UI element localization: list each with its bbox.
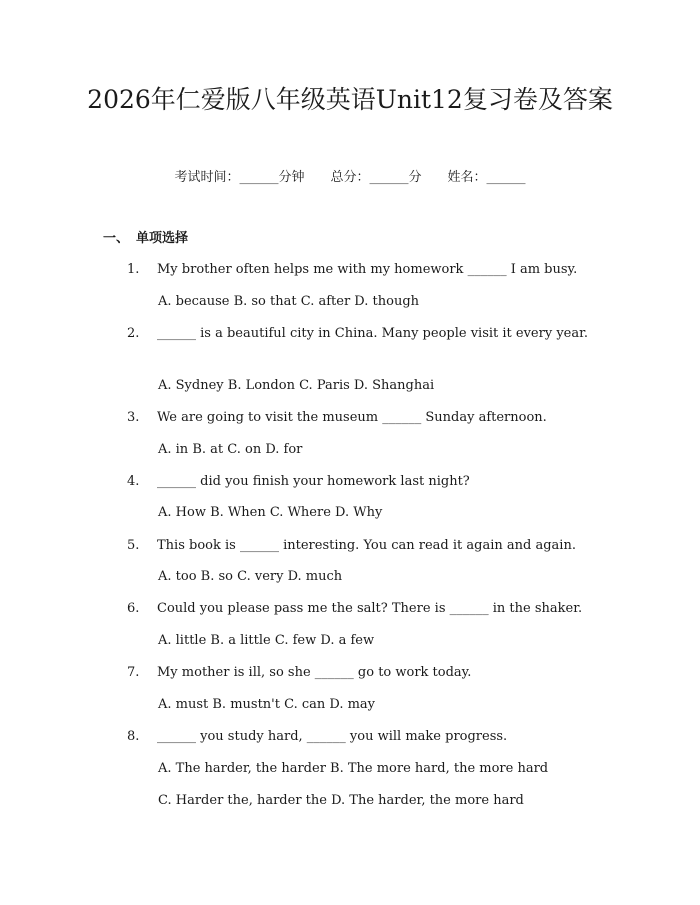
- student-name-label: 姓名：______: [447, 170, 526, 185]
- question-number: 7.: [127, 665, 140, 680]
- question-stem: My mother is ill, so she ______ go to work today.: [157, 665, 472, 680]
- question-stem: Could you please pass me the salt? There is ______ in the shaker.: [157, 601, 583, 616]
- exam-meta: [0, 168, 700, 188]
- question-1: [103, 260, 603, 280]
- question-8: [103, 727, 603, 747]
- question-5-options: A. too B. so C. very D. much: [158, 569, 343, 584]
- section-heading: [103, 229, 188, 249]
- question-stem: My brother often helps me with my homework ______ I am busy.: [157, 262, 578, 277]
- question-3-options: A. in B. at C. on D. for: [158, 442, 303, 457]
- question-3: [103, 408, 603, 428]
- question-7: [103, 663, 603, 683]
- document-title: 2026年仁爱版八年级英语Unit12复习卷及答案: [87, 85, 613, 114]
- question-4: [103, 472, 603, 492]
- question-number: 5.: [127, 538, 140, 553]
- question-6: [103, 599, 603, 619]
- section-number: 一、: [103, 231, 130, 246]
- question-1-options: A. because B. so that C. after D. though: [158, 294, 420, 309]
- question-2: [103, 324, 603, 344]
- question-number: 4.: [127, 474, 140, 489]
- question-number: 3.: [127, 410, 140, 425]
- question-stem: ______ you study hard, ______ you will make progress.: [157, 729, 508, 744]
- question-stem: This book is ______ interesting. You can read it again and again.: [157, 538, 576, 553]
- question-stem: ______ did you finish your homework last night?: [157, 474, 470, 489]
- section-title: 单项选择: [136, 231, 189, 246]
- question-8-options-line-2: C. Harder the, harder the D. The harder, the more hard: [158, 793, 524, 808]
- question-number: 8.: [127, 729, 140, 744]
- question-stem: ______ is a beautiful city in China. Many people visit it every year.: [157, 326, 589, 341]
- total-score-label: 总分：______分: [330, 170, 422, 185]
- exam-time-label: 考试时间：______分钟: [174, 170, 305, 185]
- question-7-options: A. must B. mustn't C. can D. may: [158, 697, 376, 712]
- question-number: 2.: [127, 326, 140, 341]
- question-5: [103, 536, 603, 556]
- question-6-options: A. little B. a little C. few D. a few: [158, 633, 375, 648]
- question-number: 1.: [127, 262, 140, 277]
- question-8-options-line-1: A. The harder, the harder B. The more hard, the more hard: [158, 761, 549, 776]
- question-stem: We are going to visit the museum ______ Sunday afternoon.: [157, 410, 547, 425]
- question-number: 6.: [127, 601, 140, 616]
- question-2-options: A. Sydney B. London C. Paris D. Shanghai: [158, 378, 435, 393]
- question-4-options: A. How B. When C. Where D. Why: [158, 505, 383, 520]
